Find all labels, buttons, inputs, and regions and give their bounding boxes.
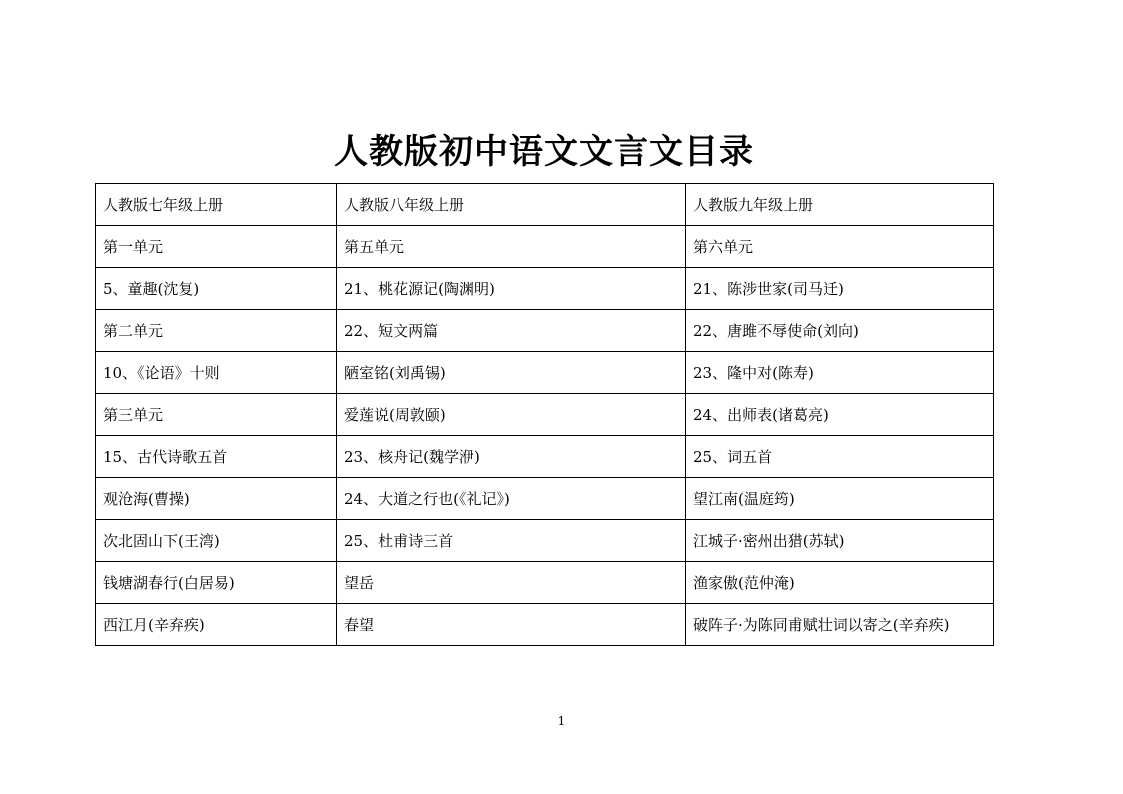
- table-cell: 第一单元: [96, 226, 337, 268]
- table-cell: 24、出师表(诸葛亮): [686, 394, 994, 436]
- table-cell: 第三单元: [96, 394, 337, 436]
- table-row: [96, 604, 994, 646]
- table-cell: 西江月(辛弃疾): [96, 604, 337, 646]
- table-cell: 10、《论语》十则: [96, 352, 337, 394]
- table-row: [96, 226, 994, 268]
- table-header-row: [96, 184, 994, 226]
- page-number: 1: [557, 714, 566, 728]
- table-row: [96, 436, 994, 478]
- table-cell: 23、隆中对(陈寿): [686, 352, 994, 394]
- document-title: 人教版初中语文文言文目录: [334, 132, 754, 172]
- table-cell: 21、桃花源记(陶渊明): [337, 268, 686, 310]
- table-cell: 陋室铭(刘禹锡): [337, 352, 686, 394]
- table-cell: 江城子·密州出猎(苏轼): [686, 520, 994, 562]
- table-row: [96, 562, 994, 604]
- table-cell: 23、核舟记(魏学洢): [337, 436, 686, 478]
- table-cell: 25、词五首: [686, 436, 994, 478]
- table-cell: 第六单元: [686, 226, 994, 268]
- table-cell: 观沧海(曹操): [96, 478, 337, 520]
- table-cell: 15、古代诗歌五首: [96, 436, 337, 478]
- table-cell: 22、短文两篇: [337, 310, 686, 352]
- table-cell: 爱莲说(周敦颐): [337, 394, 686, 436]
- table-cell: 望江南(温庭筠): [686, 478, 994, 520]
- table-row: [96, 520, 994, 562]
- table-cell: 21、陈涉世家(司马迁): [686, 268, 994, 310]
- table-cell: 第二单元: [96, 310, 337, 352]
- table-cell: 24、大道之行也(《礼记》): [337, 478, 686, 520]
- table-cell: 25、杜甫诗三首: [337, 520, 686, 562]
- table-cell: 22、唐雎不辱使命(刘向): [686, 310, 994, 352]
- table-row: [96, 310, 994, 352]
- table-cell: 春望: [337, 604, 686, 646]
- grade-8-header: 人教版八年级上册: [337, 184, 686, 226]
- table-cell: 钱塘湖春行(白居易): [96, 562, 337, 604]
- table-row: [96, 394, 994, 436]
- table-cell: 破阵子·为陈同甫赋壮词以寄之(辛弃疾): [686, 604, 994, 646]
- table-row: [96, 478, 994, 520]
- table-cell: 5、童趣(沈复): [96, 268, 337, 310]
- table-cell: 望岳: [337, 562, 686, 604]
- grade-7-header: 人教版七年级上册: [96, 184, 337, 226]
- contents-table: [95, 183, 994, 646]
- table-cell: 渔家傲(范仲淹): [686, 562, 994, 604]
- table-cell: 次北固山下(王湾): [96, 520, 337, 562]
- table-row: [96, 352, 994, 394]
- grade-9-header: 人教版九年级上册: [686, 184, 994, 226]
- table-cell: 第五单元: [337, 226, 686, 268]
- table-row: [96, 268, 994, 310]
